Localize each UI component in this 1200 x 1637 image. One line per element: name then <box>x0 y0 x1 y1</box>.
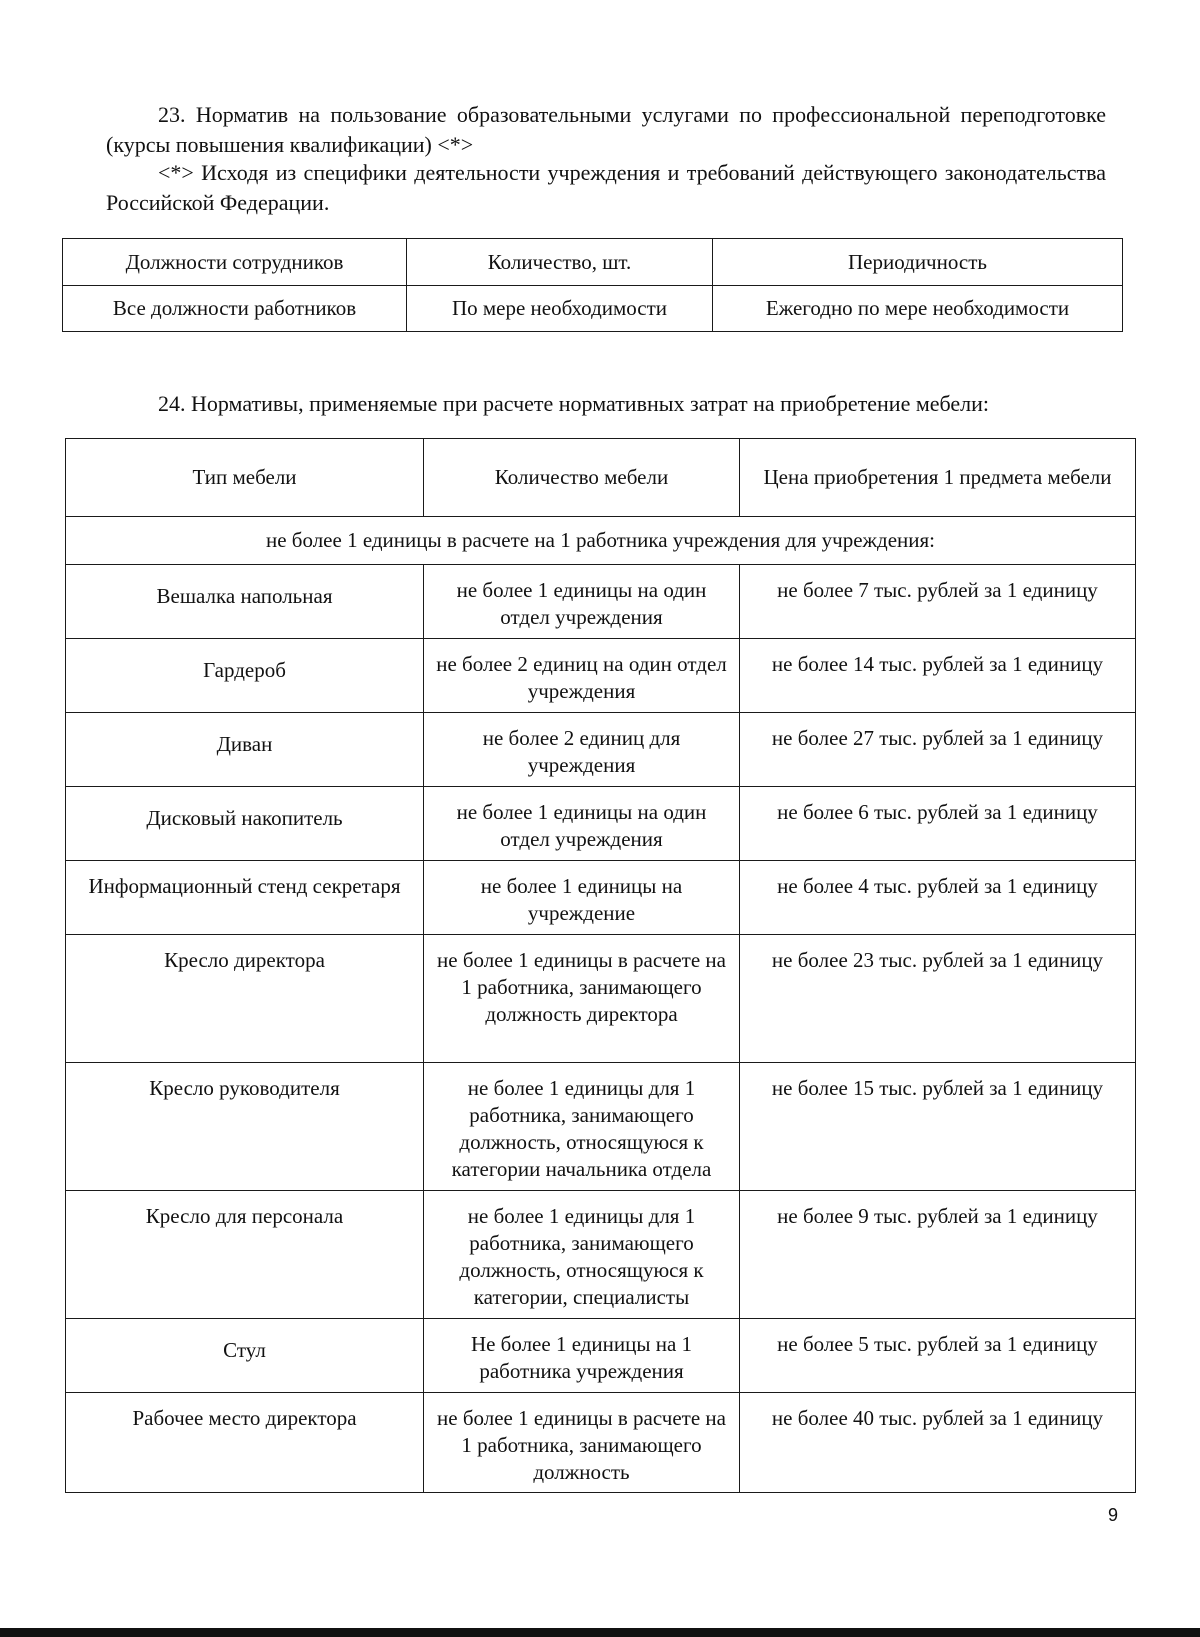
table-cell: Гардероб <box>66 639 424 713</box>
scan-edge <box>0 1628 1200 1637</box>
table-cell: не более 1 единицы в расчете на 1 работника, занимающего должность директора <box>424 935 740 1063</box>
table-cell: Ежегодно по мере необходимости <box>713 286 1123 332</box>
table-cell: не более 2 единиц для учреждения <box>424 713 740 787</box>
table-cell: Рабочее место директора <box>66 1393 424 1493</box>
table-cell: не более 1 единицы для 1 работника, занимающего должность, относящуюся к категории начальника отдела <box>424 1063 740 1191</box>
table-cell: Не более 1 единицы на 1 работника учреждения <box>424 1319 740 1393</box>
section-23-note: <*> Исходя из специфики деятельности учреждения и требований действующего законодательства Российской Федерации. <box>106 160 1106 215</box>
table-cell: не более 14 тыс. рублей за 1 единицу <box>740 639 1136 713</box>
table-cell: не более 1 единицы на учреждение <box>424 861 740 935</box>
table-cell: не более 9 тыс. рублей за 1 единицу <box>740 1191 1136 1319</box>
table-cell: не более 15 тыс. рублей за 1 единицу <box>740 1063 1136 1191</box>
table-cell: не более 2 единиц на один отдел учреждения <box>424 639 740 713</box>
table-cell: не более 40 тыс. рублей за 1 единицу <box>740 1393 1136 1493</box>
header-cell: Количество, шт. <box>407 239 713 286</box>
table-cell: не более 1 единицы на один отдел учреждения <box>424 565 740 639</box>
table-header-row <box>63 239 1123 286</box>
table-cell: не более 5 тыс. рублей за 1 единицу <box>740 1319 1136 1393</box>
table-row <box>66 1319 1136 1393</box>
education-norms-table <box>62 238 1123 332</box>
table-cell: не более 1 единицы для 1 работника, занимающего должность, относящуюся к категории, специалисты <box>424 1191 740 1319</box>
table-row <box>66 861 1136 935</box>
table-row <box>63 286 1123 332</box>
section-cell: не более 1 единицы в расчете на 1 работника учреждения для учреждения: <box>66 517 1136 565</box>
table-cell: не более 1 единицы на один отдел учреждения <box>424 787 740 861</box>
table-row <box>66 935 1136 1063</box>
header-cell: Должности сотрудников <box>63 239 407 286</box>
table-header-row <box>66 439 1136 517</box>
furniture-norms-table <box>65 438 1136 1493</box>
table-row <box>66 1191 1136 1319</box>
table-cell: Дисковый накопитель <box>66 787 424 861</box>
table-cell: не более 1 единицы в расчете на 1 работника, занимающего должность <box>424 1393 740 1493</box>
table-section-row <box>66 517 1136 565</box>
header-cell: Цена приобретения 1 предмета мебели <box>740 439 1136 517</box>
header-cell: Количество мебели <box>424 439 740 517</box>
table-cell: не более 23 тыс. рублей за 1 единицу <box>740 935 1136 1063</box>
header-cell: Тип мебели <box>66 439 424 517</box>
table-cell: не более 7 тыс. рублей за 1 единицу <box>740 565 1136 639</box>
table-cell: Стул <box>66 1319 424 1393</box>
table-cell: Диван <box>66 713 424 787</box>
table-cell: не более 6 тыс. рублей за 1 единицу <box>740 787 1136 861</box>
header-cell: Периодичность <box>713 239 1123 286</box>
table-row <box>66 639 1136 713</box>
table-cell: не более 4 тыс. рублей за 1 единицу <box>740 861 1136 935</box>
table-cell: Все должности работников <box>63 286 407 332</box>
page-number: 9 <box>1108 1505 1119 1525</box>
table-cell: Кресло для персонала <box>66 1191 424 1319</box>
table-cell: не более 27 тыс. рублей за 1 единицу <box>740 713 1136 787</box>
table-row <box>66 787 1136 861</box>
table-row <box>66 565 1136 639</box>
table-row <box>66 1393 1136 1493</box>
section-23-title: 23. Норматив на пользование образовательными услугами по профессиональной переподготовке (курсы повышения квалификации) <*> <box>106 102 1106 157</box>
table-row <box>66 713 1136 787</box>
table-row <box>66 1063 1136 1191</box>
table-cell: Вешалка напольная <box>66 565 424 639</box>
table-cell: Кресло руководителя <box>66 1063 424 1191</box>
section-24-title: 24. Нормативы, применяемые при расчете нормативных затрат на приобретение мебели: <box>158 391 990 416</box>
table-cell: По мере необходимости <box>407 286 713 332</box>
table-cell: Кресло директора <box>66 935 424 1063</box>
table-cell: Информационный стенд секретаря <box>66 861 424 935</box>
